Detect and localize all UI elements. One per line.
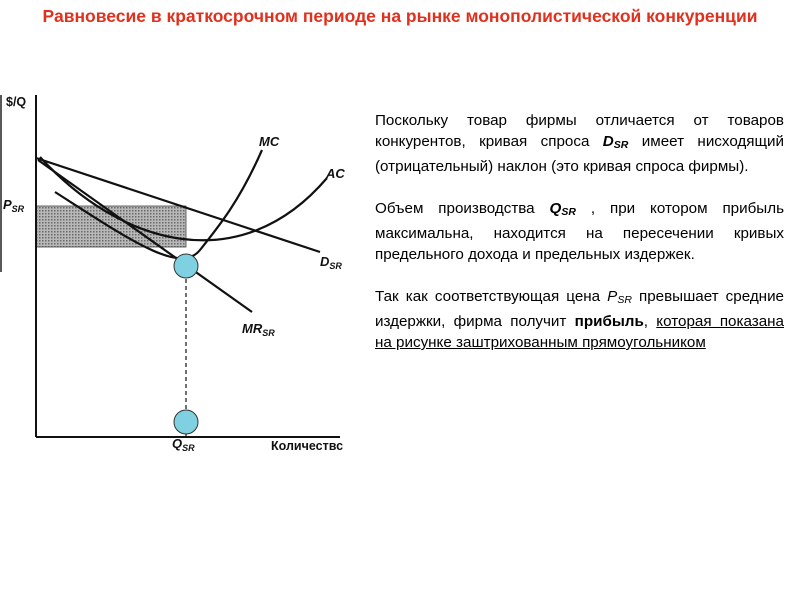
demand-label: $D_{SR}$	[320, 254, 342, 271]
ac-label: AC	[326, 166, 345, 181]
page-title: Равновесие в краткосрочном периоде на рынке монополистической конкуренции	[42, 6, 758, 26]
paragraph-quantity: Объем производства QSR , при котором прибыль максимальна, находится на пересечении кривых предельного дохода и предельных издержек.	[375, 200, 784, 263]
paragraph-profit: Так как соответствующая цена PSR превышает средние издержки, фирма получит прибыль, которая показана на рисунке заштрихованным прямоугольником	[375, 288, 785, 351]
marginal-revenue-label: $MR_{SR}$	[242, 321, 275, 338]
explanation-text	[375, 110, 784, 353]
quantity-label: $Q_{SR}$	[172, 436, 195, 453]
paragraph-demand: Поскольку товар фирмы отличается от товаров конкурентов, кривая спроса DSR имеет нисходящий (отрицательный) наклон (это кривая спроса фирмы).	[375, 112, 784, 175]
mr-mc-intersection-marker	[174, 254, 198, 278]
mc-label: MC	[259, 134, 280, 149]
price-label: $P_{SR}$	[3, 197, 25, 214]
quantity-axis-marker	[174, 410, 198, 434]
x-axis-label: Количествс	[271, 439, 344, 453]
y-axis-label: $/Q	[6, 95, 27, 109]
